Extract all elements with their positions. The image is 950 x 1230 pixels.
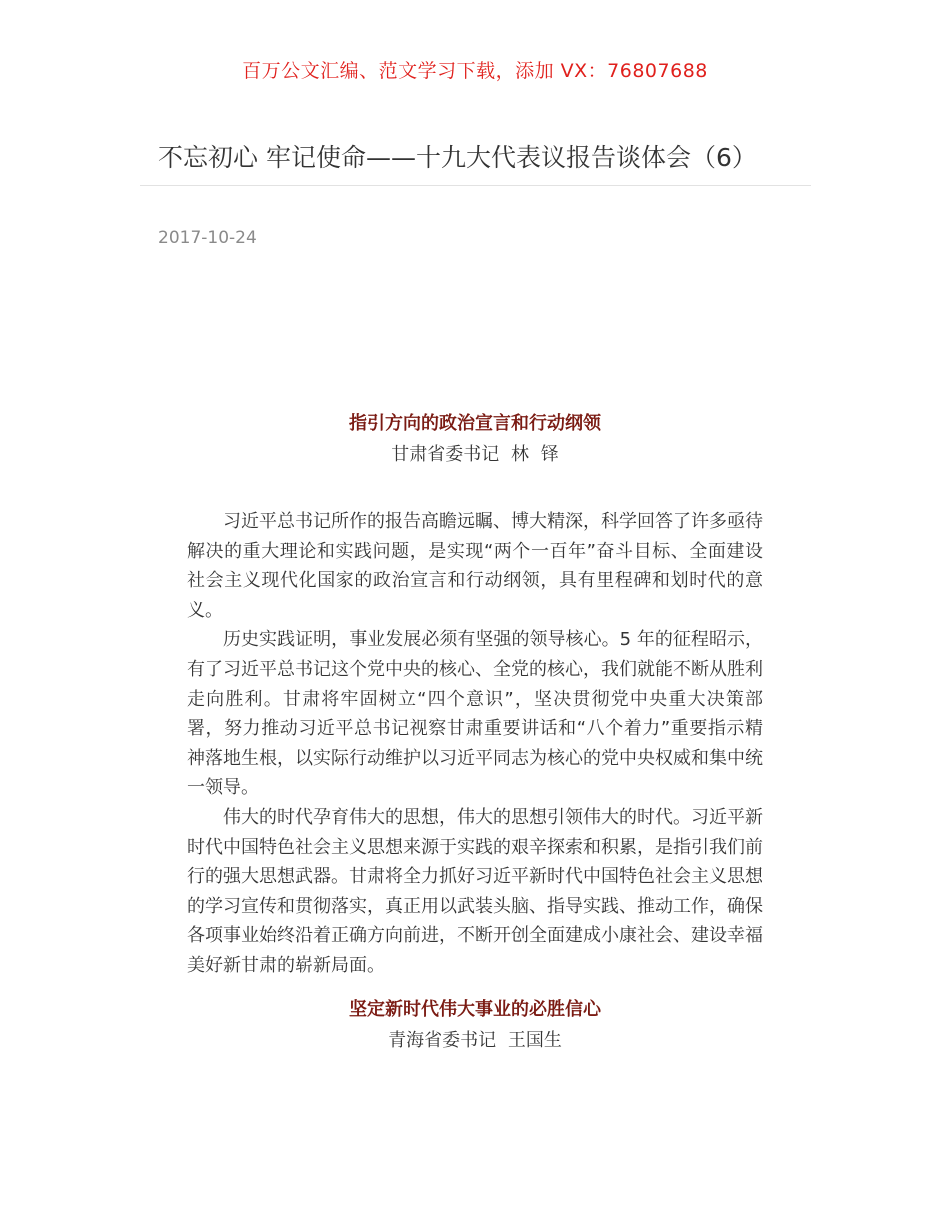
article-section-1: [187, 410, 763, 981]
section-body: [187, 507, 763, 981]
body-paragraph: 历史实践证明，事业发展必须有坚强的领导核心。5 年的征程昭示，有了习近平总书记这个党中央的核心、全党的核心，我们就能不断从胜利走向胜利。甘肃将牢固树立“四个意识”，坚决贯彻党中央重大决策部署，努力推动习近平总书记视察甘肃重要讲话和“八个着力”重要指示精神落地生根，以实际行动维护以习近平同志为核心的党中央权威和集中统一领导。: [187, 629, 763, 799]
section-author: 青海省委书记 王国生: [388, 1030, 562, 1051]
section-author: 甘肃省委书记 林 铎: [391, 444, 559, 465]
publish-date: 2017-10-24: [158, 228, 257, 248]
section-heading: 坚定新时代伟大事业的必胜信心: [349, 999, 601, 1020]
title-divider: [140, 185, 811, 186]
section-heading: 指引方向的政治宣言和行动纲领: [349, 413, 601, 434]
body-paragraph: 习近平总书记所作的报告高瞻远瞩、博大精深，科学回答了许多亟待解决的重大理论和实践问题，是实现“两个一百年”奋斗目标、全面建设社会主义现代化国家的政治宣言和行动纲领，具有里程碑和划时代的意义。: [187, 511, 763, 621]
body-paragraph: 伟大的时代孕育伟大的思想，伟大的思想引领伟大的时代。习近平新时代中国特色社会主义思想来源于实践的艰辛探索和积累，是指引我们前行的强大思想武器。甘肃将全力抓好习近平新时代中国特色社会主义思想的学习宣传和贯彻落实，真正用以武装头脑、指导实践、推动工作，确保各项事业始终沿着正确方向前进，不断开创全面建成小康社会、建设幸福美好新甘肃的崭新局面。: [187, 806, 763, 976]
article-title: 不忘初心 牢记使命——十九大代表议报告谈体会（6）: [158, 143, 757, 172]
article-section-2: [187, 996, 763, 1056]
promo-banner: 百万公文汇编、范文学习下载，添加 VX：76807688: [242, 60, 708, 82]
